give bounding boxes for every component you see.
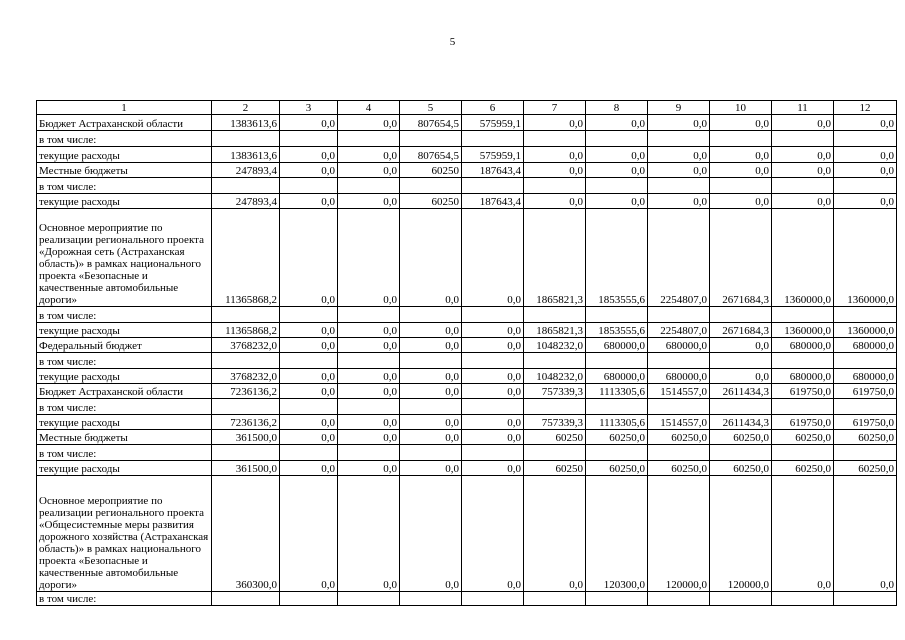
table-cell: 2254807,0 — [648, 209, 710, 307]
table-cell — [648, 353, 710, 369]
table-cell — [280, 592, 338, 606]
table-cell — [648, 131, 710, 147]
table-cell: 0,0 — [280, 163, 338, 178]
column-header: 4 — [338, 101, 400, 115]
table-cell: 0,0 — [772, 194, 834, 209]
table-cell — [834, 307, 897, 323]
table-cell: 0,0 — [772, 163, 834, 178]
table-cell: 247893,4 — [212, 163, 280, 178]
table-row — [37, 323, 897, 338]
table-cell: 0,0 — [834, 147, 897, 163]
table-cell: 1853555,6 — [586, 209, 648, 307]
column-header: 10 — [710, 101, 772, 115]
table-cell: 680000,0 — [648, 369, 710, 384]
table-cell: 11365868,2 — [212, 323, 280, 338]
table-cell — [710, 131, 772, 147]
table-cell: 1853555,6 — [586, 323, 648, 338]
row-label: в том числе: — [37, 592, 212, 606]
table-cell — [834, 592, 897, 606]
table-cell: 0,0 — [462, 338, 524, 353]
table-cell: 0,0 — [280, 461, 338, 476]
table-cell — [338, 399, 400, 415]
table-cell: 2671684,3 — [710, 209, 772, 307]
table-cell: 0,0 — [338, 194, 400, 209]
table-cell — [648, 592, 710, 606]
table-cell: 0,0 — [338, 461, 400, 476]
table-cell: 2611434,3 — [710, 415, 772, 430]
table-cell: 0,0 — [710, 147, 772, 163]
table-cell: 0,0 — [772, 476, 834, 592]
table-cell — [338, 445, 400, 461]
table-row — [37, 147, 897, 163]
table-cell: 0,0 — [400, 415, 462, 430]
table-cell: 60250,0 — [772, 461, 834, 476]
table-cell — [338, 353, 400, 369]
table-cell: 360300,0 — [212, 476, 280, 592]
row-label: Бюджет Астраханской области — [37, 384, 212, 399]
table-cell — [280, 131, 338, 147]
table-cell — [280, 445, 338, 461]
table-cell: 0,0 — [772, 115, 834, 131]
table-cell — [524, 445, 586, 461]
table-cell: 60250,0 — [586, 430, 648, 445]
table-cell — [400, 399, 462, 415]
table-cell — [834, 131, 897, 147]
table-cell: 0,0 — [400, 209, 462, 307]
table-cell — [772, 399, 834, 415]
table-cell — [586, 178, 648, 194]
table-cell: 1514557,0 — [648, 384, 710, 399]
table-cell: 0,0 — [280, 430, 338, 445]
table-cell — [400, 307, 462, 323]
table-cell — [772, 307, 834, 323]
table-cell — [212, 353, 280, 369]
table-row — [37, 476, 897, 592]
table-cell — [586, 445, 648, 461]
table-cell: 7236136,2 — [212, 384, 280, 399]
table-cell: 60250 — [400, 163, 462, 178]
row-label: Основное мероприятие по реализации регионального проекта «Дорожная сеть (Астраханская область)» в рамках национального проекта «Безопасные и качественные автомобильные дороги» — [37, 209, 212, 307]
table-cell: 0,0 — [280, 209, 338, 307]
row-label: Основное мероприятие по реализации регионального проекта «Общесистемные меры развития дорожного хозяйства (Астраханская область)» в рамках национального проекта «Безопасные и качественные автомобильные дороги» — [37, 476, 212, 592]
page-number: 5 — [449, 36, 456, 48]
table-cell: 0,0 — [280, 115, 338, 131]
table-cell: 361500,0 — [212, 461, 280, 476]
row-label: Федеральный бюджет — [37, 338, 212, 353]
row-label: текущие расходы — [37, 415, 212, 430]
table-cell: 0,0 — [462, 430, 524, 445]
table-cell: 0,0 — [710, 338, 772, 353]
table-row — [37, 178, 897, 194]
table-cell: 680000,0 — [834, 369, 897, 384]
table-cell: 619750,0 — [772, 415, 834, 430]
table-cell — [524, 307, 586, 323]
table-cell: 0,0 — [338, 369, 400, 384]
table-cell — [586, 353, 648, 369]
table-cell: 60250,0 — [710, 430, 772, 445]
table-cell: 187643,4 — [462, 163, 524, 178]
table-row — [37, 115, 897, 131]
table-cell: 1360000,0 — [772, 323, 834, 338]
table-cell: 0,0 — [710, 194, 772, 209]
table-cell — [462, 399, 524, 415]
table-cell — [400, 445, 462, 461]
table-row — [37, 209, 897, 307]
table-cell — [462, 307, 524, 323]
table-cell: 0,0 — [400, 461, 462, 476]
table-cell: 60250 — [524, 461, 586, 476]
table-cell: 0,0 — [462, 369, 524, 384]
table-cell — [462, 178, 524, 194]
table-cell — [212, 445, 280, 461]
table-cell — [834, 178, 897, 194]
row-label: Бюджет Астраханской области — [37, 115, 212, 131]
table-cell: 0,0 — [338, 147, 400, 163]
table-cell: 0,0 — [338, 115, 400, 131]
table-cell: 60250,0 — [710, 461, 772, 476]
table-cell: 0,0 — [462, 323, 524, 338]
table-cell: 0,0 — [400, 338, 462, 353]
table-row — [37, 369, 897, 384]
table-cell: 2671684,3 — [710, 323, 772, 338]
table-cell: 0,0 — [834, 115, 897, 131]
table-cell — [710, 178, 772, 194]
column-header: 5 — [400, 101, 462, 115]
table-row — [37, 384, 897, 399]
table-row — [37, 353, 897, 369]
table-cell: 1514557,0 — [648, 415, 710, 430]
table-row — [37, 131, 897, 147]
table-cell: 0,0 — [586, 147, 648, 163]
table-cell: 0,0 — [400, 323, 462, 338]
table-cell — [280, 307, 338, 323]
column-header: 3 — [280, 101, 338, 115]
table-cell — [524, 178, 586, 194]
table-cell: 60250,0 — [834, 430, 897, 445]
table-cell: 1360000,0 — [834, 323, 897, 338]
budget-table — [36, 100, 897, 606]
table-cell: 0,0 — [462, 415, 524, 430]
column-header: 6 — [462, 101, 524, 115]
table-cell — [648, 307, 710, 323]
table-cell: 0,0 — [400, 476, 462, 592]
table-cell — [212, 178, 280, 194]
table-cell — [772, 592, 834, 606]
table-cell: 0,0 — [524, 115, 586, 131]
table-cell: 680000,0 — [834, 338, 897, 353]
table-cell — [400, 353, 462, 369]
table-cell: 1360000,0 — [772, 209, 834, 307]
table-cell: 0,0 — [648, 163, 710, 178]
table-cell: 619750,0 — [834, 415, 897, 430]
table-cell — [280, 399, 338, 415]
table-cell — [834, 445, 897, 461]
table-cell: 575959,1 — [462, 115, 524, 131]
table-cell: 0,0 — [338, 430, 400, 445]
table-cell: 120000,0 — [648, 476, 710, 592]
table-cell: 807654,5 — [400, 147, 462, 163]
table-row — [37, 194, 897, 209]
table-cell: 0,0 — [710, 115, 772, 131]
row-label: текущие расходы — [37, 147, 212, 163]
table-cell: 60250 — [400, 194, 462, 209]
table-cell — [212, 399, 280, 415]
table-cell — [524, 353, 586, 369]
table-cell: 1865821,3 — [524, 323, 586, 338]
table-cell: 60250,0 — [834, 461, 897, 476]
row-label: в том числе: — [37, 399, 212, 415]
table-cell — [212, 131, 280, 147]
table-cell: 0,0 — [710, 163, 772, 178]
table-cell: 0,0 — [834, 476, 897, 592]
table-cell — [710, 592, 772, 606]
table-cell — [834, 399, 897, 415]
table-cell: 0,0 — [338, 209, 400, 307]
row-label: в том числе: — [37, 307, 212, 323]
table-cell: 0,0 — [586, 194, 648, 209]
table-row — [37, 399, 897, 415]
table-row — [37, 163, 897, 178]
table-cell: 0,0 — [280, 338, 338, 353]
table-cell — [772, 353, 834, 369]
table-cell: 1113305,6 — [586, 415, 648, 430]
table-cell — [400, 592, 462, 606]
table-cell: 0,0 — [586, 163, 648, 178]
header-row — [37, 101, 897, 115]
table-cell — [710, 399, 772, 415]
table-cell: 0,0 — [400, 369, 462, 384]
column-header: 8 — [586, 101, 648, 115]
table-cell — [586, 307, 648, 323]
table-cell: 1383613,6 — [212, 147, 280, 163]
table-cell: 0,0 — [400, 430, 462, 445]
table-cell: 1113305,6 — [586, 384, 648, 399]
table-cell — [772, 178, 834, 194]
table-cell — [648, 399, 710, 415]
table-cell: 60250,0 — [648, 461, 710, 476]
table-cell — [772, 445, 834, 461]
column-header: 9 — [648, 101, 710, 115]
table-cell: 680000,0 — [772, 369, 834, 384]
row-label: текущие расходы — [37, 194, 212, 209]
table-cell — [710, 353, 772, 369]
table-cell: 3768232,0 — [212, 338, 280, 353]
table-cell: 1360000,0 — [834, 209, 897, 307]
table-cell: 60250,0 — [586, 461, 648, 476]
column-header: 2 — [212, 101, 280, 115]
table-cell: 247893,4 — [212, 194, 280, 209]
table-cell: 757339,3 — [524, 415, 586, 430]
table-row — [37, 307, 897, 323]
table-cell: 0,0 — [280, 323, 338, 338]
table-cell: 619750,0 — [834, 384, 897, 399]
table-cell — [280, 353, 338, 369]
table-cell: 0,0 — [338, 415, 400, 430]
table-cell: 120300,0 — [586, 476, 648, 592]
table-cell: 619750,0 — [772, 384, 834, 399]
table-cell — [338, 131, 400, 147]
table-cell: 0,0 — [524, 476, 586, 592]
table-cell: 0,0 — [524, 194, 586, 209]
table-cell — [338, 178, 400, 194]
table-cell — [710, 445, 772, 461]
row-label: Местные бюджеты — [37, 163, 212, 178]
column-header: 12 — [834, 101, 897, 115]
row-label: текущие расходы — [37, 323, 212, 338]
table-cell: 807654,5 — [400, 115, 462, 131]
table-cell: 0,0 — [648, 147, 710, 163]
column-header: 1 — [37, 101, 212, 115]
table-cell: 0,0 — [338, 338, 400, 353]
column-header: 11 — [772, 101, 834, 115]
table-cell: 680000,0 — [586, 369, 648, 384]
table-cell: 2254807,0 — [648, 323, 710, 338]
table-cell: 60250,0 — [648, 430, 710, 445]
table-cell: 0,0 — [462, 476, 524, 592]
table-cell: 7236136,2 — [212, 415, 280, 430]
row-label: текущие расходы — [37, 369, 212, 384]
table-cell: 0,0 — [710, 369, 772, 384]
table-cell — [524, 592, 586, 606]
table-cell: 0,0 — [338, 163, 400, 178]
table-cell — [586, 399, 648, 415]
table-cell: 0,0 — [586, 115, 648, 131]
table-cell — [648, 445, 710, 461]
table-cell: 0,0 — [338, 323, 400, 338]
table-cell: 1865821,3 — [524, 209, 586, 307]
table-cell: 575959,1 — [462, 147, 524, 163]
row-label: в том числе: — [37, 445, 212, 461]
row-label: в том числе: — [37, 353, 212, 369]
table-cell — [462, 592, 524, 606]
table-cell — [212, 592, 280, 606]
row-label: в том числе: — [37, 178, 212, 194]
table-cell: 0,0 — [462, 461, 524, 476]
table-cell: 1048232,0 — [524, 338, 586, 353]
table-row — [37, 461, 897, 476]
table-cell — [462, 131, 524, 147]
table-cell: 0,0 — [280, 369, 338, 384]
table-cell: 0,0 — [338, 476, 400, 592]
table-cell: 0,0 — [400, 384, 462, 399]
table-cell: 60250 — [524, 430, 586, 445]
table-cell: 0,0 — [462, 209, 524, 307]
table-cell: 0,0 — [280, 194, 338, 209]
table-cell: 0,0 — [280, 147, 338, 163]
table-cell — [524, 399, 586, 415]
table-cell: 2611434,3 — [710, 384, 772, 399]
row-label: Местные бюджеты — [37, 430, 212, 445]
table-cell: 11365868,2 — [212, 209, 280, 307]
table-cell: 361500,0 — [212, 430, 280, 445]
table-cell — [462, 445, 524, 461]
table-row — [37, 592, 897, 606]
table-cell: 1048232,0 — [524, 369, 586, 384]
table-row — [37, 415, 897, 430]
table-cell: 0,0 — [338, 384, 400, 399]
table-cell: 0,0 — [462, 384, 524, 399]
table-cell: 120000,0 — [710, 476, 772, 592]
table-cell: 1383613,6 — [212, 115, 280, 131]
table-cell: 0,0 — [280, 476, 338, 592]
table-cell — [586, 592, 648, 606]
table-cell: 0,0 — [834, 194, 897, 209]
table-cell — [280, 178, 338, 194]
table-cell: 0,0 — [648, 194, 710, 209]
table-row — [37, 430, 897, 445]
table-cell: 757339,3 — [524, 384, 586, 399]
table-cell: 680000,0 — [772, 338, 834, 353]
table-cell: 0,0 — [648, 115, 710, 131]
table-row — [37, 338, 897, 353]
table-cell: 0,0 — [280, 415, 338, 430]
table-row — [37, 445, 897, 461]
table-cell — [524, 131, 586, 147]
table-cell: 680000,0 — [648, 338, 710, 353]
table-cell — [462, 353, 524, 369]
table-cell: 680000,0 — [586, 338, 648, 353]
table-cell — [338, 307, 400, 323]
table-cell: 187643,4 — [462, 194, 524, 209]
table-cell — [648, 178, 710, 194]
table-cell: 3768232,0 — [212, 369, 280, 384]
table-cell — [772, 131, 834, 147]
table-cell: 0,0 — [524, 147, 586, 163]
table-cell — [834, 353, 897, 369]
table-cell — [710, 307, 772, 323]
table-cell — [586, 131, 648, 147]
row-label: в том числе: — [37, 131, 212, 147]
table-cell: 0,0 — [280, 384, 338, 399]
table-cell — [400, 178, 462, 194]
table-cell: 0,0 — [772, 147, 834, 163]
table-cell — [212, 307, 280, 323]
column-header: 7 — [524, 101, 586, 115]
table-cell — [400, 131, 462, 147]
table-cell: 0,0 — [834, 163, 897, 178]
table-cell: 60250,0 — [772, 430, 834, 445]
table-cell: 0,0 — [524, 163, 586, 178]
table-cell — [338, 592, 400, 606]
row-label: текущие расходы — [37, 461, 212, 476]
